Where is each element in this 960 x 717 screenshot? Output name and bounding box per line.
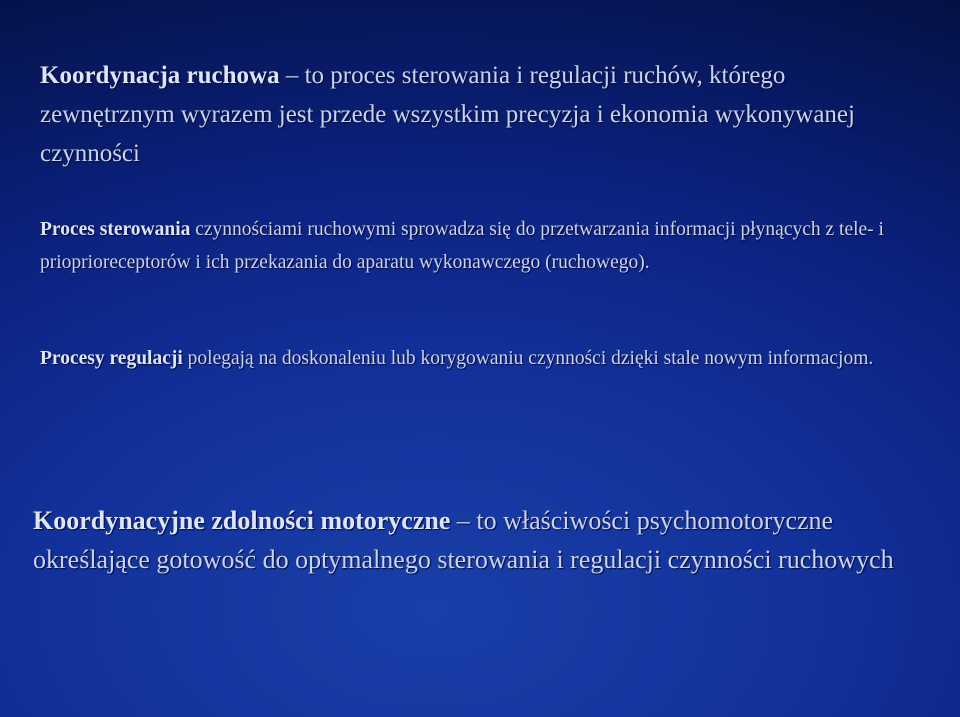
term-koordynacja-ruchowa: Koordynacja ruchowa (40, 62, 280, 89)
paragraph-procesy-regulacji (40, 343, 940, 374)
definition-procesy-regulacji: polegają na doskonaleniu lub korygowaniu czynności dzięki stale nowym informacjom. (182, 348, 874, 369)
paragraph-proces-sterowania (40, 214, 920, 279)
definition-koordynacyjne-zdolnosci: – to właściwości psychomotoryczne określające gotowość do optymalnego sterowania i regulacji czynności ruchowych (33, 506, 894, 574)
paragraph-koordynacyjne-zdolnosci (33, 502, 933, 579)
term-procesy-regulacji: Procesy regulacji (40, 348, 183, 369)
paragraph-koordynacja-ruchowa (40, 56, 920, 173)
definition-proces-sterowania: czynnościami ruchowymi sprowadza się do przetwarzania informacji płynących z tele- i prioprioreceptorów i ich przekazania do aparatu wykonawczego (ruchowego). (40, 219, 884, 273)
definition-koordynacja-ruchowa: – to proces sterowania i regulacji ruchów, którego zewnętrznym wyrazem jest przede wszystkim precyzja i ekonomia wykonywanej czynności (40, 62, 855, 167)
term-koordynacyjne-zdolnosci: Koordynacyjne zdolności motoryczne (33, 506, 451, 535)
term-proces-sterowania: Proces sterowania (40, 219, 191, 240)
